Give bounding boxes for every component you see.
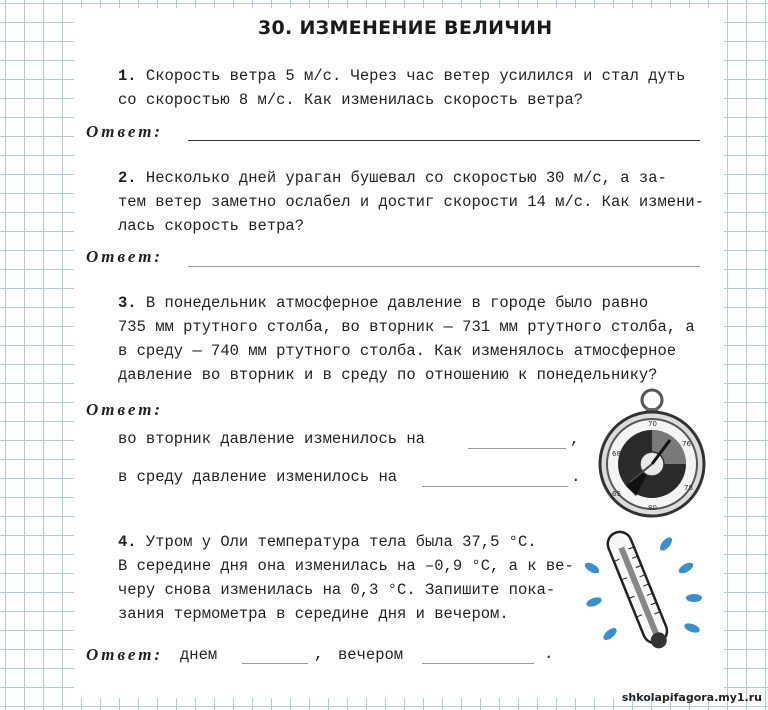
task-3-text — [118, 291, 695, 387]
task-4-answer-label: Ответ: — [86, 645, 164, 664]
task-3-wednesday-label: в среду давление изменилось на — [118, 468, 398, 486]
task-2-line-3: лась скорость ветра? — [118, 217, 305, 235]
task-4-text — [118, 530, 574, 626]
task-4-period: . — [544, 645, 554, 663]
task-3-wednesday-period: . — [571, 468, 581, 486]
task-3-tuesday-label: во вторник давление изменилось на — [118, 430, 425, 448]
task-3-answer-label: Ответ: — [86, 400, 164, 419]
task-4-number: 4. — [118, 533, 137, 551]
task-3-number: 3. — [118, 294, 137, 312]
task-1-answer-line[interactable] — [188, 140, 700, 141]
page-title: 30. ИЗМЕНЕНИЕ ВЕЛИЧИН — [258, 17, 553, 39]
task-3-line-3: в среду — 740 мм ртутного столба. Как изменялось атмосферное — [118, 342, 677, 360]
svg-text:65: 65 — [612, 490, 621, 498]
task-4-line-1: Утром у Оли температура тела была 37,5 °С. — [136, 533, 537, 551]
watermark: shkolapifagora.my1.ru — [621, 691, 762, 704]
barometer-icon — [596, 386, 708, 522]
svg-text:76: 76 — [682, 440, 691, 448]
task-4-day-answer-line[interactable] — [242, 663, 308, 664]
task-4-line-3: черу снова изменилась на 0,3 °С. Запишите пока- — [118, 581, 556, 599]
task-2-text — [118, 166, 704, 238]
task-4-line-2: В середине дня она изменилась на –0,9 °С, а к ве- — [118, 557, 574, 575]
svg-text:78: 78 — [684, 484, 693, 492]
task-4-evening-answer-line[interactable] — [422, 663, 534, 664]
task-2-number: 2. — [118, 169, 137, 187]
task-4-day-label: днем — [180, 646, 218, 664]
svg-text:68: 68 — [612, 450, 621, 458]
task-1-line-2: со скоростью 8 м/с. Как изменилась скорость ветра? — [118, 91, 584, 109]
task-3-tuesday-answer-line[interactable] — [468, 448, 566, 449]
task-1-line-1: Скорость ветра 5 м/с. Через час ветер усилился и стал дуть — [136, 67, 686, 85]
task-2-line-2: тем ветер заметно ослабел и достиг скорости 14 м/с. Как измени- — [118, 193, 704, 211]
task-4-evening-label: вечером — [338, 646, 404, 664]
task-3-tuesday-comma: , — [570, 430, 580, 448]
task-2-answer-line[interactable] — [188, 266, 700, 267]
task-4-comma: , — [314, 645, 324, 663]
task-4-line-4: зания термометра в середине дня и вечером. — [118, 605, 509, 623]
task-1-number: 1. — [118, 67, 137, 85]
task-3-line-2: 735 мм ртутного столба, во вторник — 731 мм ртутного столба, а — [118, 318, 695, 336]
svg-text:70: 70 — [648, 420, 657, 428]
task-2-line-1: Несколько дней ураган бушевал со скоростью 30 м/с, а за- — [136, 169, 667, 187]
task-3-wednesday-answer-line[interactable] — [422, 486, 568, 487]
task-1-answer-label: Ответ: — [86, 122, 164, 141]
task-3-line-1: В понедельник атмосферное давление в городе было равно — [136, 294, 649, 312]
svg-text:80: 80 — [648, 504, 657, 512]
task-1-text — [118, 64, 685, 112]
thermometer-icon — [580, 524, 716, 664]
task-3-line-4: давление во вторник и в среду по отношению к понедельнику? — [118, 366, 658, 384]
task-2-answer-label: Ответ: — [86, 247, 164, 266]
